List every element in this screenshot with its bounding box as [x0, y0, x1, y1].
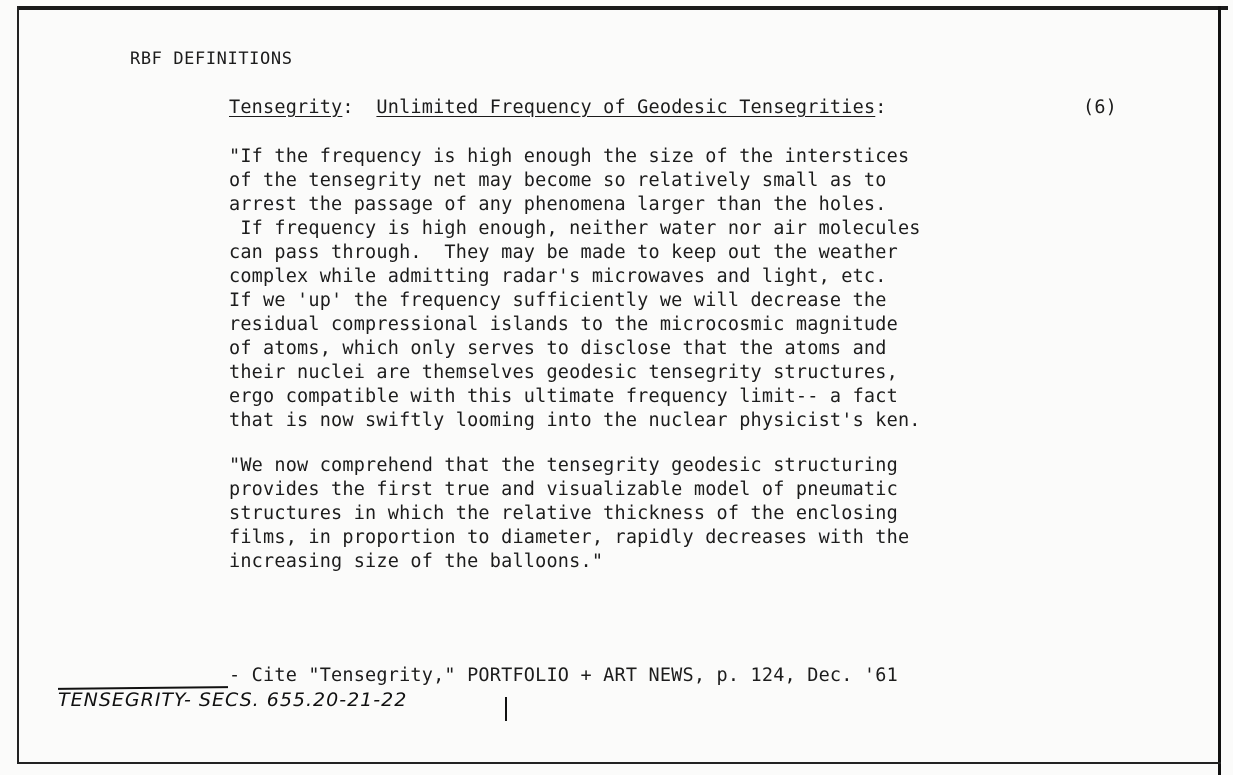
paragraph-line: of the tensegrity net may become so relatively small as to	[229, 170, 887, 191]
paragraph-line: can pass through. They may be made to keep out the weather	[229, 242, 898, 263]
paragraph-line: "If the frequency is high enough the size of the interstices	[229, 146, 910, 167]
paragraph-line: that is now swiftly looming into the nuclear physicist's ken.	[229, 410, 921, 431]
heading-trailing: :	[875, 97, 887, 118]
paragraph-line: arrest the passage of any phenomena larger than the holes.	[229, 194, 887, 215]
paragraph-line: increasing size of the balloons."	[229, 551, 604, 572]
quote-paragraph-2	[229, 454, 1129, 574]
paragraph-line: structures in which the relative thickness of the enclosing	[229, 503, 898, 524]
page-number: (6)	[1083, 97, 1118, 118]
paragraph-line: If frequency is high enough, neither water nor air molecules	[229, 218, 921, 239]
paragraph-line: If we 'up' the frequency sufficiently we will decrease the	[229, 290, 887, 311]
card-border-left	[17, 6, 19, 764]
card-header: RBF DEFINITIONS	[130, 49, 293, 69]
quote-paragraph-1	[229, 145, 1129, 433]
citation: - Cite "Tensegrity," PORTFOLIO + ART NEWS, p. 124, Dec. '61	[229, 665, 898, 686]
paragraph-line: complex while admitting radar's microwaves and light, etc.	[229, 266, 887, 287]
paragraph-line: of atoms, which only serves to disclose that the atoms and	[229, 338, 887, 359]
paragraph-line: "We now comprehend that the tensegrity geodesic structuring	[229, 455, 898, 476]
card-border-right	[1218, 6, 1221, 775]
heading-separator: :	[342, 97, 377, 118]
paragraph-line: residual compressional islands to the microcosmic magnitude	[229, 314, 898, 335]
paragraph-line: ergo compatible with this ultimate frequency limit-- a fact	[229, 386, 898, 407]
heading-term: Tensegrity	[229, 97, 343, 118]
handwritten-note: TENSEGRITY- SECS. 655.20-21-22	[58, 689, 408, 711]
heading-subtitle: Unlimited Frequency of Geodesic Tensegrities	[376, 97, 876, 118]
card-border-bottom	[18, 762, 1221, 764]
paragraph-line: films, in proportion to diameter, rapidly decreases with the	[229, 527, 910, 548]
card-border-top	[18, 6, 1228, 10]
handwritten-bracket	[505, 697, 507, 721]
definition-heading	[229, 97, 887, 118]
paragraph-line: their nuclei are themselves geodesic tensegrity structures,	[229, 362, 898, 383]
paragraph-line: provides the first true and visualizable model of pneumatic	[229, 479, 898, 500]
